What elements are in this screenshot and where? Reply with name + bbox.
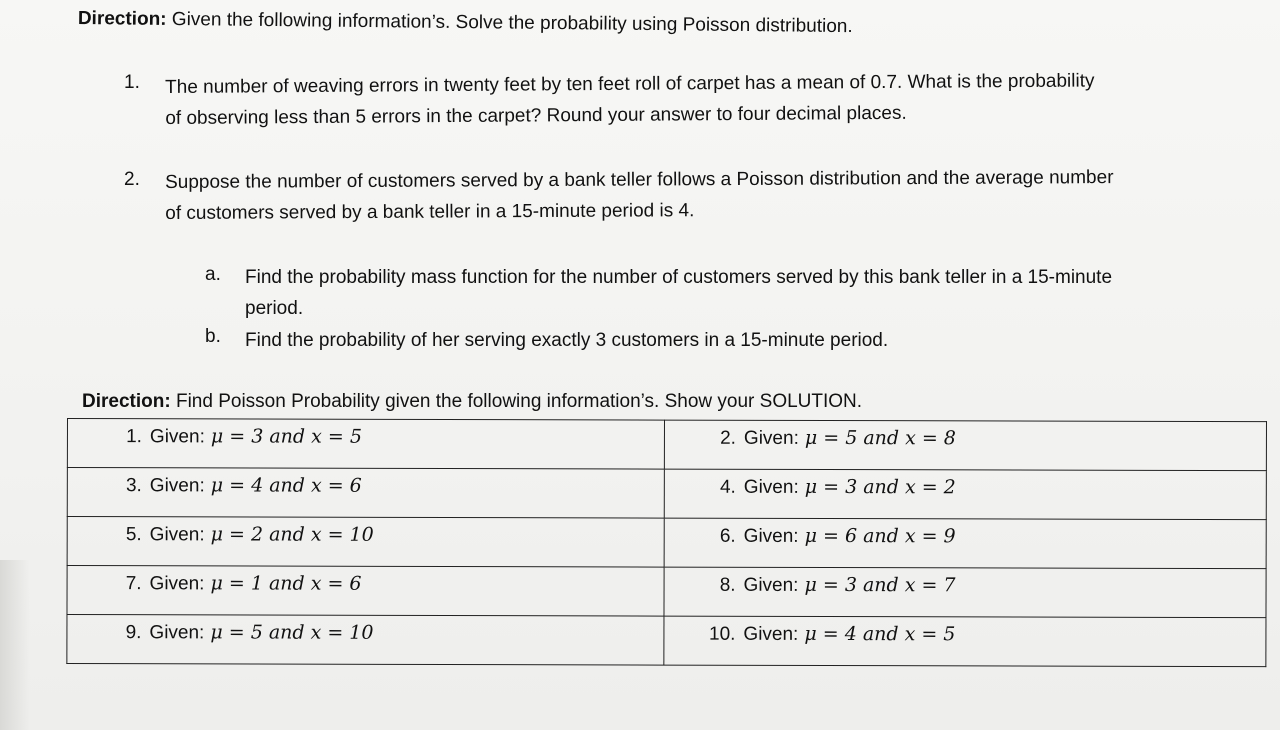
- problem-given-label: Given:: [149, 573, 205, 595]
- problem-expression: μ = 1 and x = 6: [210, 572, 362, 595]
- direction-heading-2: [82, 391, 862, 413]
- subquestion-b-text: [245, 325, 888, 356]
- subquestion-a-line-2: period.: [245, 298, 304, 319]
- question-1-number: 1.: [124, 72, 140, 93]
- problem-cell: [664, 616, 1266, 667]
- table-row: [67, 615, 1266, 667]
- problem-number: 5.: [125, 524, 142, 546]
- page-shadow: [0, 560, 30, 730]
- problem-number: 1.: [126, 426, 142, 448]
- problem-expression: μ = 5 and x = 10: [210, 621, 374, 644]
- question-2-text: [165, 162, 1114, 229]
- problem-expression: μ = 5 and x = 8: [804, 426, 956, 450]
- question-2-line-2: of customers served by a bank teller in a 15-minute period is 4.: [165, 200, 695, 224]
- table-row: [67, 419, 1266, 471]
- problem-expression: μ = 4 and x = 6: [210, 474, 362, 497]
- problem-expression: μ = 3 and x = 7: [804, 573, 956, 597]
- problem-expression: μ = 3 and x = 5: [210, 425, 362, 448]
- problem-cell: [67, 517, 664, 568]
- problem-number: 10.: [708, 623, 736, 645]
- problem-given-label: Given:: [743, 525, 799, 547]
- subquestion-a-letter: a.: [205, 264, 221, 285]
- question-1-line-2: of observing less than 5 errors in the carpet? Round your answer to four decimal places.: [165, 102, 907, 129]
- problem-expression: μ = 4 and x = 5: [804, 622, 956, 646]
- problem-cell: [67, 615, 664, 666]
- problem-given-label: Given:: [149, 524, 205, 546]
- problem-given-label: Given:: [743, 427, 799, 449]
- problem-number: 2.: [720, 427, 736, 449]
- problem-number: 4.: [719, 476, 736, 498]
- problem-expression: μ = 3 and x = 2: [804, 475, 956, 499]
- problem-expression: μ = 2 and x = 10: [210, 523, 374, 546]
- problem-given-label: Given:: [743, 574, 799, 596]
- problem-cell: [664, 518, 1266, 569]
- problem-given-label: Given:: [149, 475, 205, 497]
- question-2-number: 2.: [124, 169, 140, 190]
- subquestion-a-line-1: Find the probability mass function for the number of customers served by this bank teller in a 15-minute: [245, 267, 1113, 288]
- problem-cell: [67, 419, 664, 470]
- subquestion-b-letter: b.: [205, 326, 221, 347]
- problem-cell: [67, 566, 664, 617]
- question-1-line-1: The number of weaving errors in twenty feet by ten feet roll of carpet has a mean of 0.7. What is the probability: [165, 70, 1095, 98]
- subquestion-b-line-1: Find the probability of her serving exactly 3 customers in a 15-minute period.: [245, 330, 889, 351]
- problem-cell: [67, 468, 664, 519]
- problem-given-label: Given:: [149, 426, 205, 448]
- problem-cell: [664, 469, 1266, 520]
- problem-number: 6.: [719, 525, 736, 547]
- direction-heading-1: [78, 8, 853, 38]
- problem-given-label: Given:: [149, 622, 205, 644]
- table-row: [67, 517, 1266, 569]
- problems-table: [66, 418, 1267, 667]
- direction-label: Direction:: [82, 391, 171, 412]
- problem-number: 3.: [125, 475, 142, 497]
- problem-number: 9.: [125, 622, 142, 644]
- direction-text: Given the following information’s. Solve the probability using Poisson distribution.: [166, 8, 853, 38]
- subquestion-a-text: [245, 262, 1112, 324]
- table-row: [67, 566, 1266, 618]
- problem-number: 7.: [125, 573, 142, 595]
- problem-expression: μ = 6 and x = 9: [804, 524, 956, 548]
- question-1-text: [165, 66, 1095, 134]
- problem-number: 8.: [719, 574, 736, 596]
- question-2-line-1: Suppose the number of customers served by a bank teller follows a Poisson distribution and the average number: [165, 167, 1114, 193]
- table-row: [67, 468, 1266, 520]
- problem-given-label: Given:: [743, 623, 799, 645]
- problem-given-label: Given:: [743, 476, 799, 498]
- direction-text: Find Poisson Probability given the following information’s. Show your SOLUTION.: [170, 391, 863, 412]
- problem-cell: [664, 567, 1266, 618]
- direction-label: Direction:: [77, 8, 167, 30]
- problem-cell: [664, 420, 1266, 471]
